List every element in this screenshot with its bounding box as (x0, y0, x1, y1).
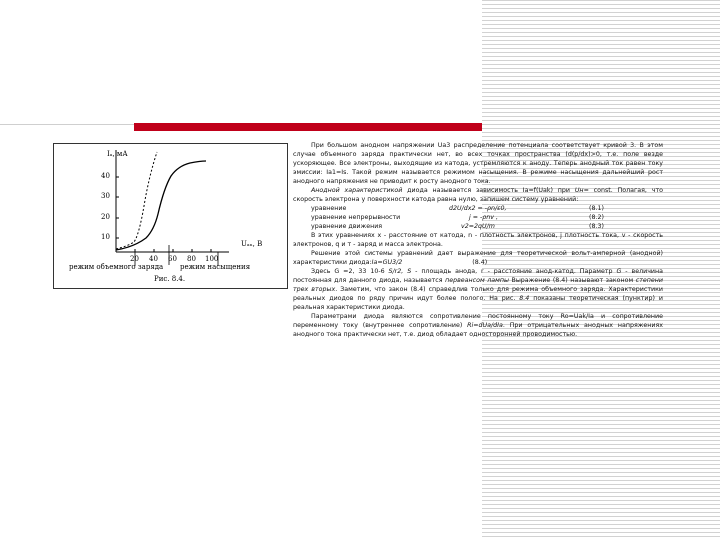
title-accent-bar (134, 123, 482, 131)
y-tick-label: 10 (101, 233, 110, 241)
y-tick-label: 40 (101, 172, 110, 180)
theoretical-curve (116, 152, 157, 249)
equation-row: уравнение непрерывности j = -ρnv , (8.2) (311, 214, 604, 221)
paragraph: Здесь G =2, 33 10-6 S/r2, S - площадь анода, r - расстояние анод-катод. Параметр G - величина постоянная для данного диода, называется первеансом лампы Выражение (8.4) называют законом степени трех вторых. Заметим, что закон (8.4) справедлив только для режима объемного заряда. Характеристики реальных диодов по ряду причин идут более полого. На рис. 8.4 показаны теоретическая (пунктир) и реальная характеристики диода. (293, 268, 664, 311)
paragraph: Анодной характеристикой диода называется зависимость Ia=f(Uak) при Uн= const. Полагая, что скорость электрона у поверхности катода равна нулю, запишем систему уравнений: (293, 187, 663, 203)
x-tick-label: 40 (149, 255, 158, 263)
real-curve (116, 161, 206, 250)
figure-8-4 (53, 143, 288, 289)
equation-row: уравнение d2U/dx2 = -ρn/ε0, (8.1) (311, 205, 604, 212)
x-tick-label: 80 (187, 255, 196, 263)
body-text (293, 141, 663, 339)
y-tick-label: 30 (101, 192, 110, 200)
x-axis-label: Uₐₙ, В (241, 240, 263, 248)
paragraph: Решение этой системы уравнений дает выражение для теоретической вольт-амперной (анодной) характеристики диода:Ia=GU3/2 (8.4) (293, 250, 663, 266)
paragraph: При большом анодном напряжении Ua3 распределение потенциала соответствует кривой 3. В этом случае объемного заряда практически нет, во всех точках пространства (d(p/dx)>0, т.е. поле везде ускоряющее. Все электроны, выходящие из катода, устремляются к аноду. Теперь анодный ток равен току эмиссии: Ia1=Is. Такой режим называется режимом насыщения. В режиме насыщения дальнейший рост анодного напряжения не приводит к росту анодного тока. (293, 142, 663, 185)
decorative-stripes-top (482, 0, 720, 124)
y-axis-label: Iₐ, мА (107, 150, 128, 158)
y-tick-label: 20 (101, 213, 110, 221)
x-tick-label: 100 (205, 255, 219, 263)
region-label-saturation: режим насыщения (180, 263, 251, 271)
x-tick-label: 60 (168, 255, 177, 263)
figure-caption: Рис. 8.4. (154, 275, 186, 283)
paragraph: Параметрами диода являются сопротивление постоянному току Ro=Uak/Ia и сопротивление переменному току (внутреннее сопротивление) Ri=dUa/dIa. При отрицательных анодных напряжениях анодного тока практически нет, т.е. диод обладает односторонней проводимостью. (293, 313, 663, 338)
term: Анодной характеристикой (311, 187, 403, 194)
paragraph: В этих уравнениях x - расстояние от катода, n - плотность электронов, j плотность тока, v - скорость электронов, q и т - заряд и масса электрона. (293, 232, 663, 248)
x-tick-label: 20 (130, 255, 139, 263)
region-label-space-charge: режим объемного заряда (69, 263, 164, 271)
equation-row: уравнение движения v2=2qU/m (8.3) (311, 223, 604, 230)
